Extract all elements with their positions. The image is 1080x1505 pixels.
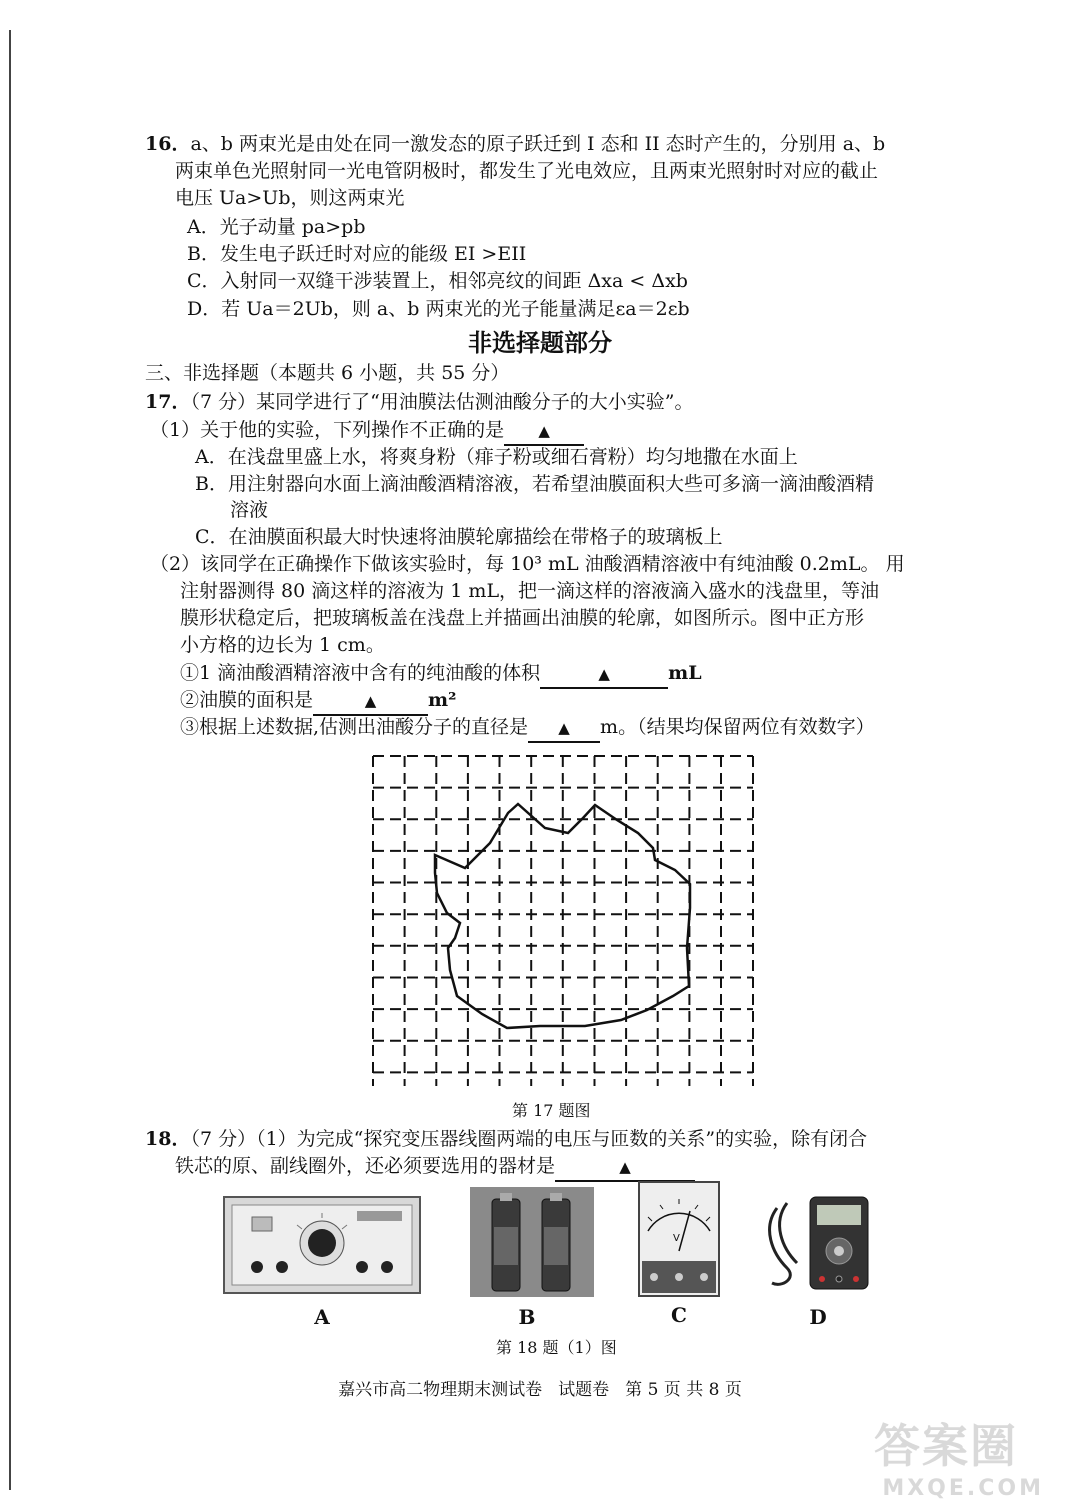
q17-part1: （1）关于他的实验，下列操作不正确的是 ▲	[150, 417, 584, 446]
q17-part2-line-4: 小方格的边长为 1 cm。	[180, 634, 385, 656]
section-subtitle: 三、非选择题（本题共 6 小题，共 55 分）	[145, 362, 510, 384]
answer-blank[interactable]: ▲	[528, 714, 600, 743]
q16-option-d: D．若 Ua＝2Ub，则 a、b 两束光的光子能量满足εa＝2εb	[187, 298, 690, 320]
footer-title: 嘉兴市高二物理期末测试卷	[338, 1380, 543, 1400]
equipment-label-a: A	[314, 1305, 330, 1329]
batteries-image	[470, 1187, 594, 1297]
q16-line-3: 电压 Ua>Ub，则这两束光	[175, 187, 405, 209]
q17-stem: 17．（7 分）某同学进行了“用油膜法估测油酸分子的大小实验”。	[145, 391, 694, 413]
answer-blank[interactable]: ▲	[504, 417, 584, 446]
q17-part2-line-1: （2）该同学在正确操作下做该实验时，每 10³ mL 油酸酒精溶液中有纯油酸 0.2mL。 用	[150, 553, 905, 575]
q17-sub2: ②油膜的面积是 ▲ m²	[180, 687, 456, 716]
q17-sub3: ③根据上述数据,估测出油酸分子的直径是 ▲ m。（结果均保留两位有效数字）	[180, 714, 875, 743]
q17-sub1: ①1 滴油酸酒精溶液中含有的纯油酸的体积 ▲ mL	[180, 660, 702, 689]
footer-kind: 试题卷	[558, 1380, 610, 1400]
q17-option-c: C．在油膜面积最大时快速将油膜轮廓描绘在带格子的玻璃板上	[195, 526, 723, 548]
section-title: 非选择题部分	[468, 329, 612, 357]
answer-blank[interactable]: ▲	[313, 687, 428, 716]
q16-option-a: A．光子动量 pa>pb	[187, 216, 366, 238]
watermark-logo	[874, 1410, 1044, 1501]
q17-part2-line-3: 膜形状稳定后，把玻璃板盖在浅盘上并描画出油膜的轮廓，如图所示。图中正方形	[180, 607, 865, 629]
equipment-label-d: D	[809, 1305, 827, 1329]
equipment-label-c: C	[671, 1303, 687, 1327]
q16-option-b: B．发生电子跃迁时对应的能级 EI >EII	[187, 243, 527, 265]
q16-option-c: C．入射同一双缝干涉装置上，相邻亮纹的间距 Δxa < Δxb	[187, 270, 688, 292]
answer-blank[interactable]: ▲	[540, 660, 668, 689]
scan-edge-line	[9, 30, 11, 1490]
q18-line-1: 18．（7 分）（1）为完成“探究变压器线圈两端的电压与匝数的关系”的实验，除有闭合	[145, 1128, 868, 1150]
q16-line-2: 两束单色光照射同一光电管阴极时，都发生了光电效应，且两束光照射时对应的截止	[175, 160, 879, 182]
equipment-label-b: B	[518, 1305, 536, 1329]
meter-letter: V	[673, 1233, 680, 1244]
footer-pages: 第 5 页 共 8 页	[625, 1380, 742, 1400]
q17-option-b: B．用注射器向水面上滴油酸酒精溶液，若希望油膜面积大些可多滴一滴油酸酒精	[195, 473, 874, 495]
watermark-top: 答案圈	[874, 1419, 1018, 1473]
q18-figure-caption: 第 18 题（1）图	[496, 1338, 617, 1357]
q17-part2-line-2: 注射器测得 80 滴这样的溶液为 1 mL，把一滴这样的溶液滴入盛水的浅盘里，等油	[180, 580, 880, 602]
answer-blank[interactable]: ▲	[555, 1153, 695, 1182]
power-supply-image	[222, 1195, 422, 1295]
q17-option-b-cont: 溶液	[230, 499, 269, 521]
q16-line-1: 16．a、b 两束光是由处在同一激发态的原子跃迁到 I 态和 II 态时产生的，分别用 a、b	[145, 133, 886, 155]
watermark-bottom: MXQE.COM	[882, 1476, 1044, 1501]
q18-line-2: 铁芯的原、副线圈外，还必须要选用的器材是 ▲	[175, 1153, 695, 1182]
q17-option-a: A．在浅盘里盛上水，将爽身粉（痱子粉或细石膏粉）均匀地撒在水面上	[195, 446, 798, 468]
page-footer	[0, 1375, 1080, 1400]
oil-film-grid-figure	[365, 748, 765, 1093]
multimeter-image	[762, 1193, 872, 1293]
voltmeter-image	[638, 1181, 720, 1297]
q17-figure-caption: 第 17 题图	[512, 1101, 591, 1120]
